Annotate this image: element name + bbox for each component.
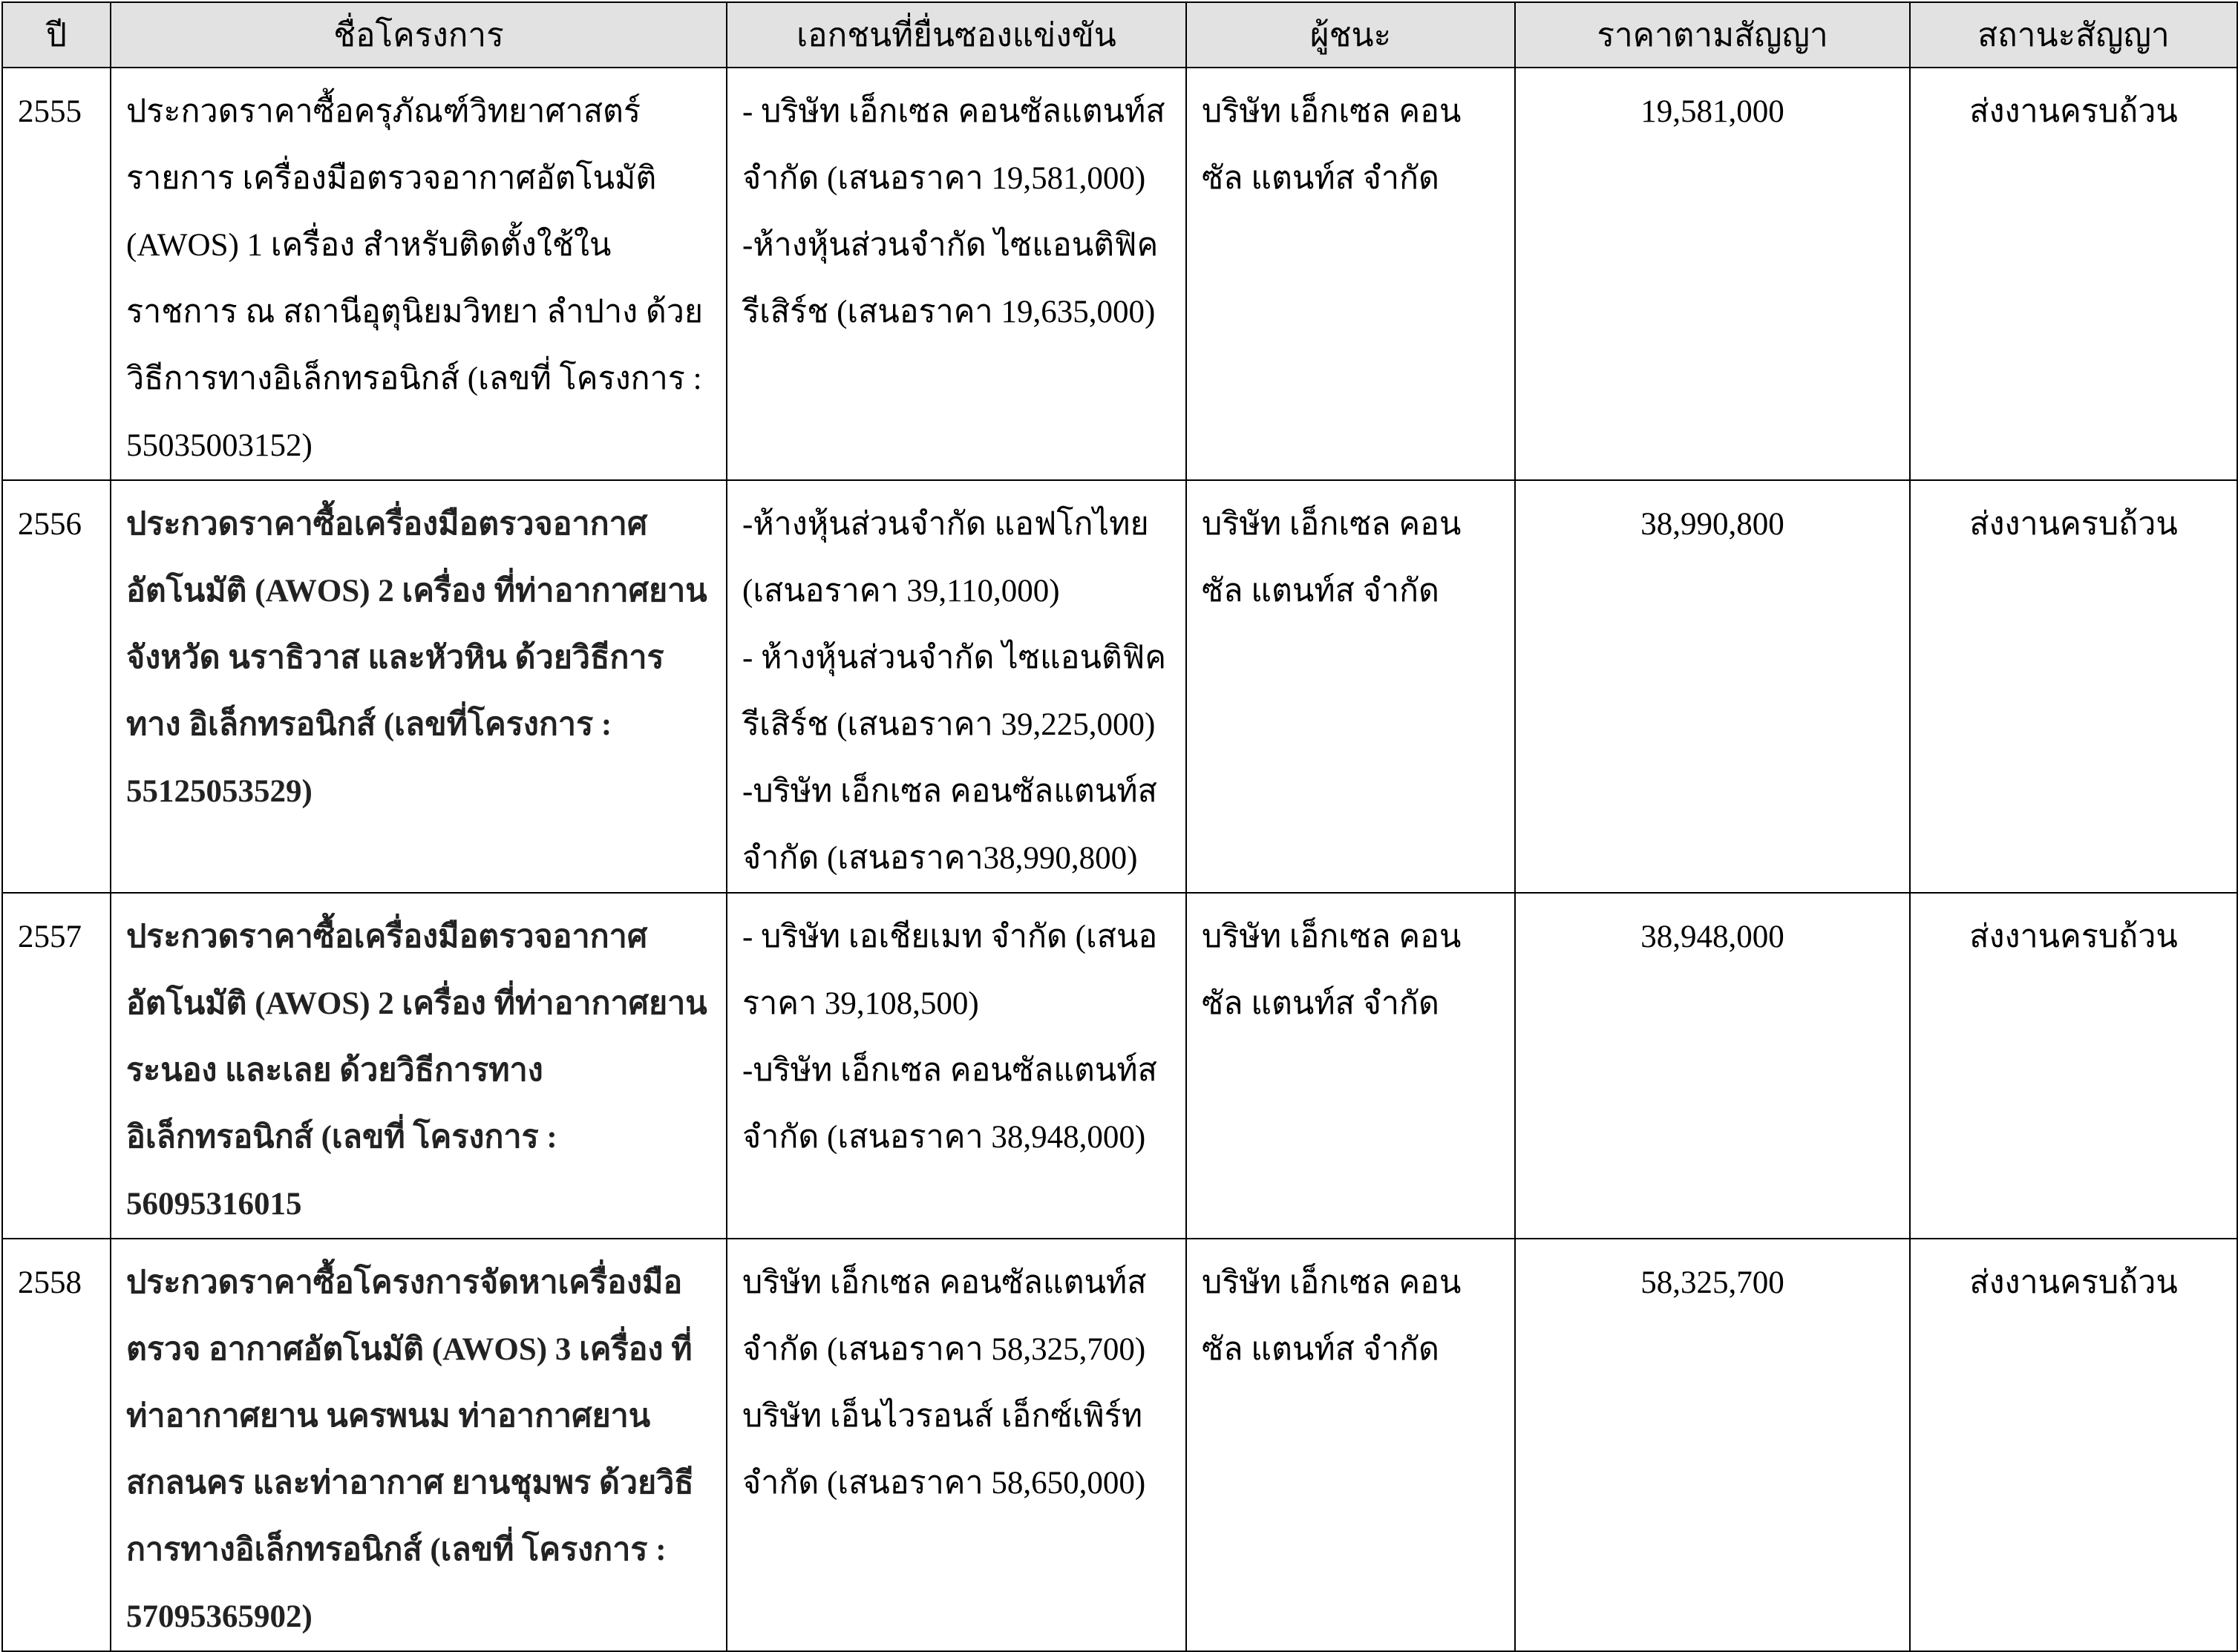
table-header [2, 2, 2237, 68]
bidder-entry: - ห้างหุ้นส่วนจำกัด ไซแอนติฟิค รีเสิร์ช (เสนอราคา 39,225,000) [742, 640, 1167, 742]
table-body [2, 68, 2237, 1651]
cell-year: 2557 [2, 893, 111, 1239]
cell-status: ส่งงานครบถ้วน [1910, 1239, 2237, 1651]
bidder-entry: บริษัท เอ็นไวรอนส์ เอ็กซ์เพิร์ท จำกัด (เสนอราคา 58,650,000) [742, 1399, 1146, 1501]
cell-price: 38,990,800 [1515, 480, 1910, 893]
header-winner: ผู้ชนะ [1186, 2, 1515, 68]
cell-winner: บริษัท เอ็กเซล คอนซัล แตนท์ส จำกัด [1186, 68, 1515, 480]
cell-status: ส่งงานครบถ้วน [1910, 480, 2237, 893]
bidder-entry: -ห้างหุ้นส่วนจำกัด แอฟโกไทย (เสนอราคา 39,110,000) [742, 507, 1149, 609]
header-project: ชื่อโครงการ [111, 2, 727, 68]
cell-bidders [727, 1239, 1186, 1651]
header-row [2, 2, 2237, 68]
bidder-entry: - บริษัท เอเชียเมท จำกัด (เสนอราคา 39,108,500) [742, 920, 1158, 1021]
project-name: ประกวดราคาซื้อครุภัณฑ์วิทยาศาสตร์ รายการ เครื่องมือตรวจอากาศอัตโนมัติ (AWOS) 1 เครื่อง สำหรับติดตั้งใช้ในราชการ ณ สถานีอุตุนิยมวิทยา ลำปาง ด้วยวิธีการทางอิเล็กทรอนิกส์ (เลขที่ โครงการ : 55035003152) [126, 94, 704, 463]
bidder-entry: บริษัท เอ็กเซล คอนซัลแตนท์ส จำกัด (เสนอราคา 58,325,700) [742, 1265, 1147, 1367]
cell-project [111, 1239, 727, 1651]
cell-winner: บริษัท เอ็กเซล คอนซัล แตนท์ส จำกัด [1186, 893, 1515, 1239]
cell-project [111, 480, 727, 893]
table-row [2, 893, 2237, 1239]
cell-status: ส่งงานครบถ้วน [1910, 68, 2237, 480]
cell-year: 2555 [2, 68, 111, 480]
cell-status: ส่งงานครบถ้วน [1910, 893, 2237, 1239]
header-status: สถานะสัญญา [1910, 2, 2237, 68]
bidder-entry: -ห้างหุ้นส่วนจำกัด ไซแอนติฟิค รีเสิร์ช (เสนอราคา 19,635,000) [742, 228, 1159, 330]
table-row [2, 1239, 2237, 1651]
header-price: ราคาตามสัญญา [1515, 2, 1910, 68]
cell-bidders [727, 893, 1186, 1239]
cell-winner: บริษัท เอ็กเซล คอนซัล แตนท์ส จำกัด [1186, 1239, 1515, 1651]
procurement-table [1, 1, 2238, 1652]
bidder-entry: -บริษัท เอ็กเซล คอนซัลแตนท์ส จำกัด (เสนอราคา38,990,800) [742, 774, 1157, 876]
cell-project [111, 68, 727, 480]
project-name: ประกวดราคาซื้อโครงการจัดหาเครื่องมือตรวจ อากาศอัตโนมัติ (AWOS) 3 เครื่อง ที่ท่าอากาศยาน นครพนม ท่าอากาศยานสกลนคร และท่าอากาศ ยานชุมพร ด้วยวิธีการทางอิเล็กทรอนิกส์ (เลขที่ โครงการ : 57095365902) [126, 1265, 694, 1634]
cell-bidders [727, 480, 1186, 893]
header-bidders: เอกชนที่ยื่นซองแข่งขัน [727, 2, 1186, 68]
cell-year: 2558 [2, 1239, 111, 1651]
cell-bidders [727, 68, 1186, 480]
table-row [2, 68, 2237, 480]
cell-price: 19,581,000 [1515, 68, 1910, 480]
cell-year: 2556 [2, 480, 111, 893]
cell-price: 38,948,000 [1515, 893, 1910, 1239]
table-row [2, 480, 2237, 893]
bidder-entry: -บริษัท เอ็กเซล คอนซัลแตนท์ส จำกัด (เสนอราคา 38,948,000) [742, 1053, 1157, 1155]
bidder-entry: - บริษัท เอ็กเซล คอนซัลแตนท์ส จำกัด (เสนอราคา 19,581,000) [742, 94, 1165, 196]
project-name: ประกวดราคาซื้อเครื่องมือตรวจอากาศอัตโนมัติ (AWOS) 2 เครื่อง ที่ท่าอากาศยานระนอง และเลย ด้วยวิธีการทางอิเล็กทรอนิกส์ (เลขที่ โครงการ : 56095316015 [126, 920, 707, 1222]
cell-project [111, 893, 727, 1239]
cell-price: 58,325,700 [1515, 1239, 1910, 1651]
header-year: ปี [2, 2, 111, 68]
cell-winner: บริษัท เอ็กเซล คอนซัล แตนท์ส จำกัด [1186, 480, 1515, 893]
project-name: ประกวดราคาซื้อเครื่องมือตรวจอากาศอัตโนมัติ (AWOS) 2 เครื่อง ที่ท่าอากาศยานจังหวัด นราธิวาส และหัวหิน ด้วยวิธีการทาง อิเล็กทรอนิกส์ (เลขที่โครงการ : 55125053529) [126, 507, 707, 809]
